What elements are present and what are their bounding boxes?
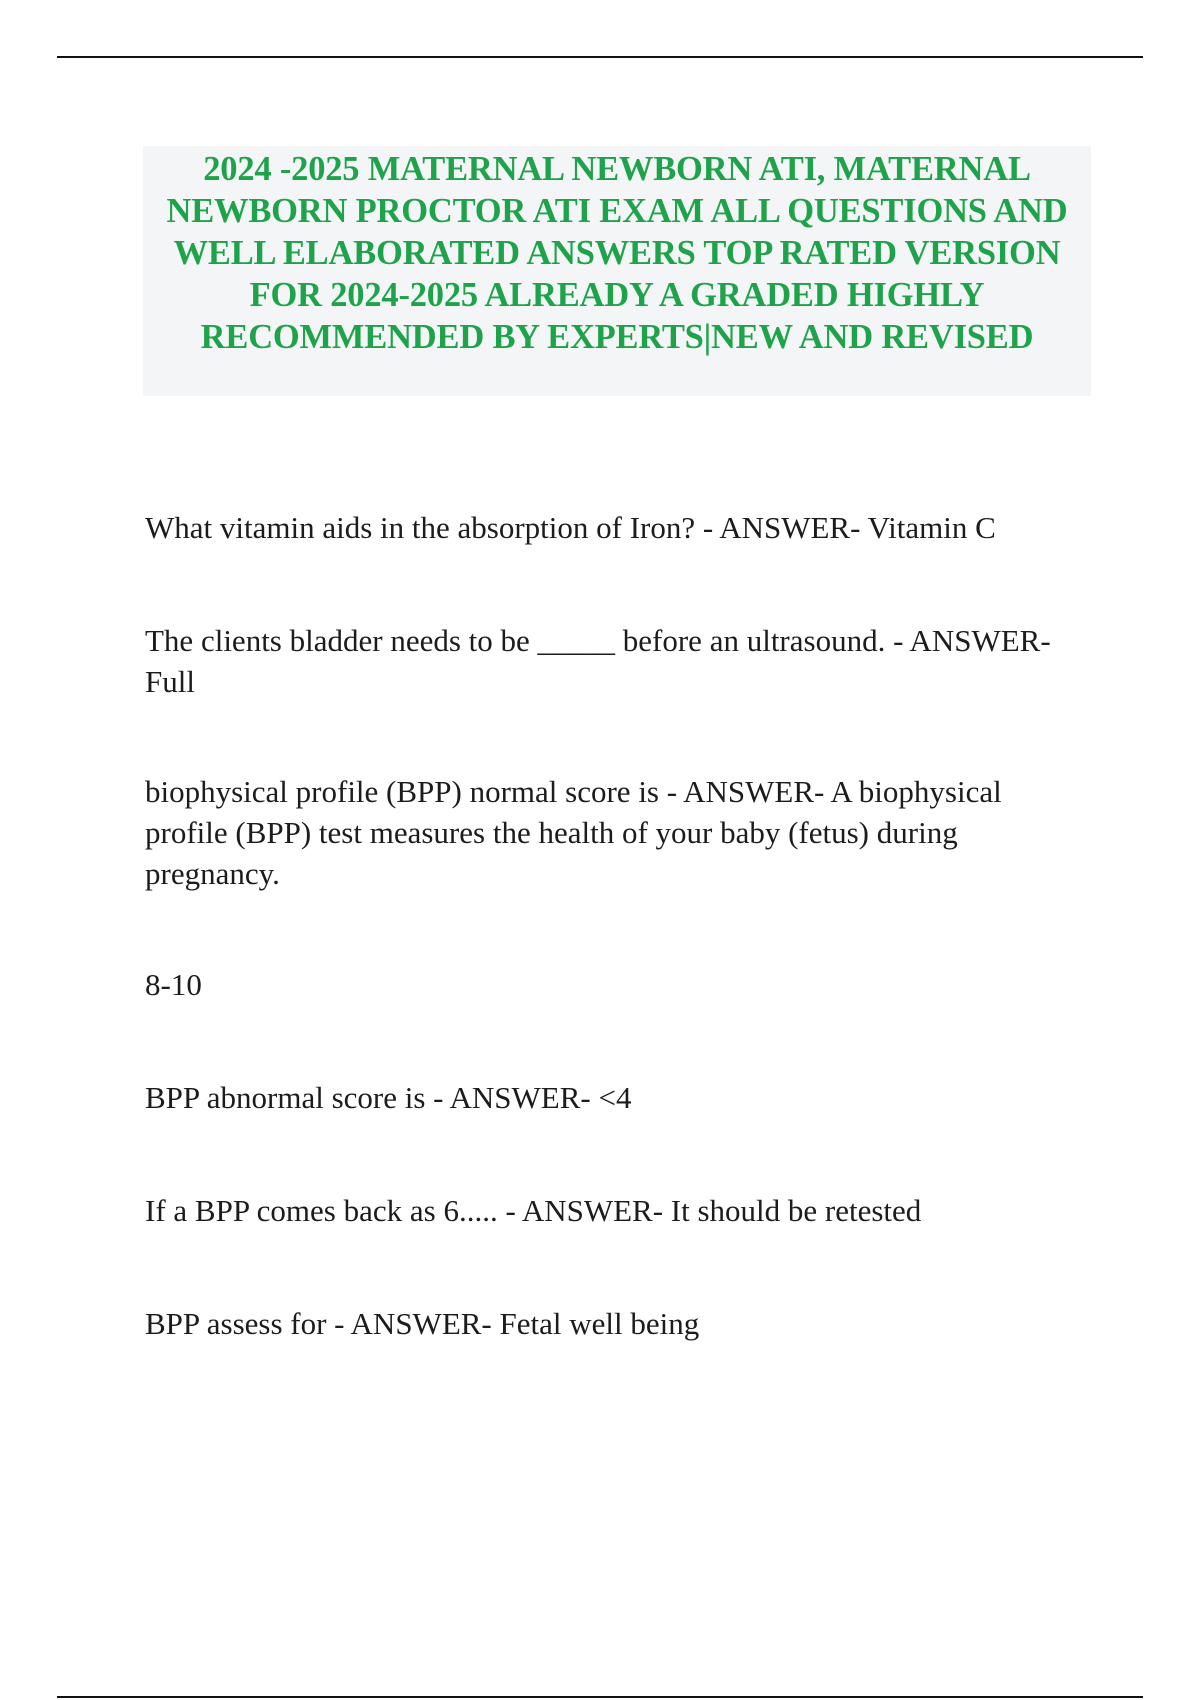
qa-entry-bladder-ultrasound: The clients bladder needs to be _____ before an ultrasound. - ANSWER- Full (145, 623, 1051, 699)
qa-entry-iron-vitamin: What vitamin aids in the absorption of Iron? - ANSWER- Vitamin C (145, 510, 996, 545)
bottom-rule (57, 1696, 1143, 1698)
qa-entry-bpp-retest: If a BPP comes back as 6..... - ANSWER- It should be retested (145, 1193, 922, 1228)
qa-entry-bpp-abnormal: BPP abnormal score is - ANSWER- <4 (145, 1080, 632, 1115)
qa-entry-bpp-normal: biophysical profile (BPP) normal score is - ANSWER- A biophysical profile (BPP) test measures the health of your baby (fetus) during pregnancy. (145, 774, 1002, 891)
qa-entry-bpp-normal-range: 8-10 (145, 967, 202, 1002)
title-banner (143, 146, 1091, 396)
top-rule (57, 56, 1143, 58)
document-title: 2024 -2025 MATERNAL NEWBORN ATI, MATERNAL NEWBORN PROCTOR ATI EXAM ALL QUESTIONS AND WELL ELABORATED ANSWERS TOP RATED VERSION FOR 2024-2025 ALREADY A GRADED HIGHLY RECOMMENDED BY EXPERTS|NEW AND REVISED (166, 150, 1068, 356)
qa-entry-bpp-assess: BPP assess for - ANSWER- Fetal well being (145, 1306, 700, 1341)
